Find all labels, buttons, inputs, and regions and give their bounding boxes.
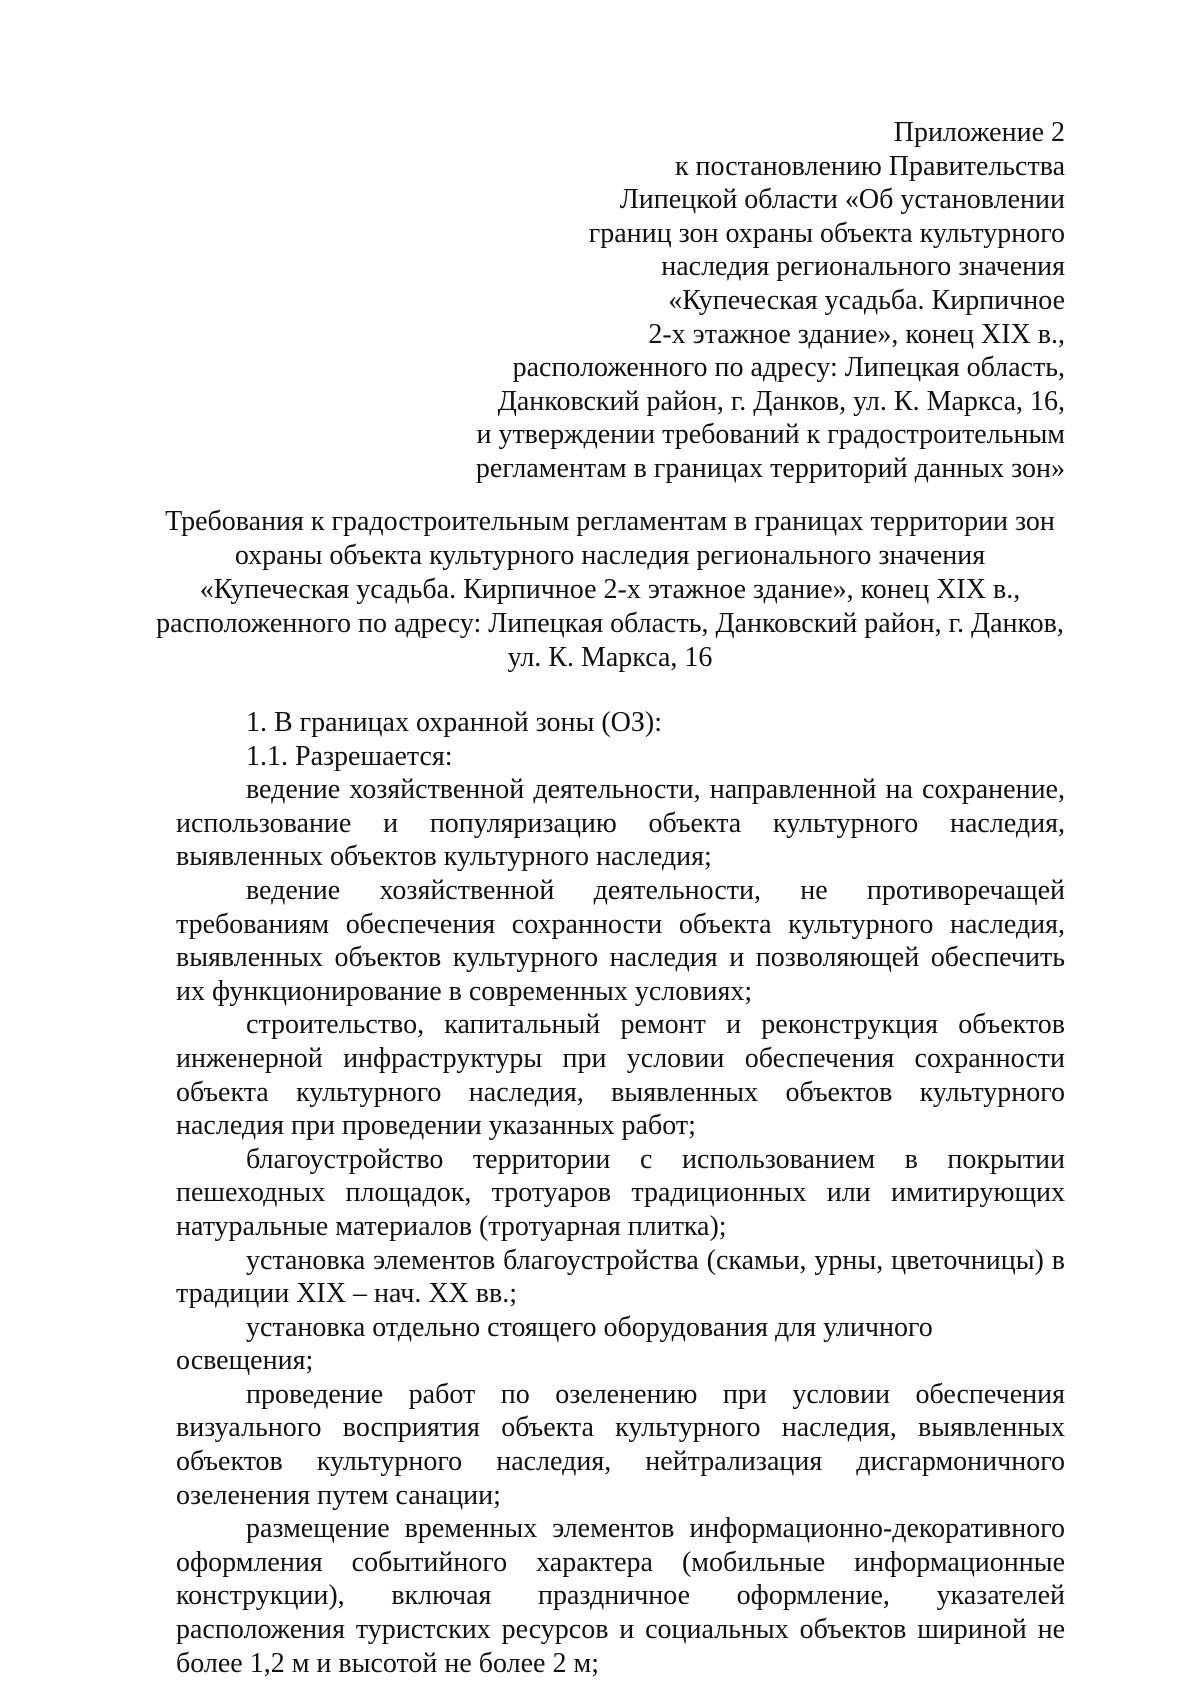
section-heading: 1. В границах охранной зоны (ОЗ): [246,707,663,738]
appendix-header [305,116,1065,486]
document-title [150,505,1070,675]
header-line: к постановлению Правительства [674,150,1065,182]
header-line: «Купеческая усадьба. Кирпичное [668,284,1065,316]
header-line: регламентам в границах территорий данных зон» [475,452,1065,484]
title-line: ул. К. Маркса, 16 [507,642,713,673]
subsection-heading: 1.1. Разрешается: [246,740,453,772]
title-line: «Купеческая усадьба. Кирпичное 2-х этажное здание», конец XIX в., [199,574,1021,605]
paragraph: размещение временных элементов информационно-декоративного оформления событийного характера (мобильные информационные конструкции), включая праздничное оформление, указателей расположения туристских ресурсов и социальных объектов шириной не более 1,2 м и высотой не более 2 м; [176,1513,1065,1679]
header-line: Приложение 2 [893,117,1065,148]
paragraph: установка отдельно стоящего оборудования для уличного освещения; [176,1311,933,1377]
paragraph: ведение хозяйственной деятельности, направленной на сохранение, использование и популяризацию объекта культурного наследия, выявленных объектов культурного наследия; [176,774,1065,873]
paragraph: строительство, капитальный ремонт и реконструкция объектов инженерной инфраструктуры при условии обеспечения сохранности объекта культурного наследия, выявленных объектов культурного наследия при проведении указанных работ; [176,1009,1065,1142]
paragraph: ведение хозяйственной деятельности, не противоречащей требованиям обеспечения сохранности объекта культурного наследия, выявленных объектов культурного наследия и позволяющей обеспечить их функционирование в современных условиях; [176,874,1065,1007]
document-body [176,706,1065,1680]
header-line: Липецкой области «Об установлении [619,184,1065,216]
header-line: Данковский район, г. Данков, ул. К. Маркса, 16, [497,385,1065,417]
paragraph: благоустройство территории с использованием в покрытии пешеходных площадок, тротуаров традиционных или имитирующих натуральные материалов (тротуарная плитка); [176,1143,1065,1242]
header-line: границ зон охраны объекта культурного [588,217,1065,249]
paragraph: установка элементов благоустройства (скамьи, урны, цветочницы) в традиции XIX – нач. XX вв.; [176,1244,1065,1310]
title-line: Требования к градостроительным регламентам в границах территории зон [165,506,1055,537]
header-line: наследия регионального значения [661,251,1065,283]
title-line: охраны объекта культурного наследия регионального значения [234,540,986,571]
header-line: 2-х этажное здание», конец XIX в., [648,318,1065,350]
header-line: расположенного по адресу: Липецкая область, [512,352,1065,384]
title-line: расположенного по адресу: Липецкая область, Данковский район, г. Данков, [156,608,1064,639]
paragraph: проведение работ по озеленению при условии обеспечения визуального восприятия объекта культурного наследия, выявленных объектов культурного наследия, нейтрализация дисгармоничного озеленения путем санации; [176,1378,1065,1511]
header-line: и утверждении требований к градостроительным [476,419,1065,451]
